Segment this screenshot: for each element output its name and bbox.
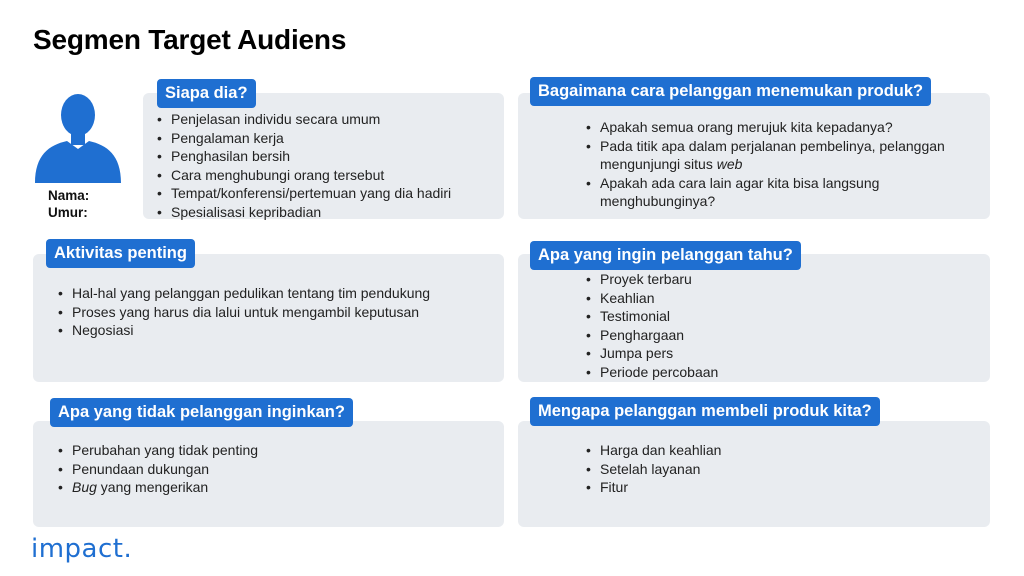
- list-aktivitas: [58, 284, 498, 340]
- list-item: • Negosiasi: [58, 321, 498, 340]
- list-item-text: Pada titik apa dalam perjalanan pembelinya, pelanggan mengunjungi situs: [600, 137, 945, 172]
- list-siapa: [157, 110, 502, 221]
- list-item: • Pengalaman kerja: [157, 129, 502, 148]
- list-item: [58, 478, 498, 497]
- list-item: • Keahlian: [586, 289, 966, 308]
- header-bagaimana: Bagaimana cara pelanggan menemukan produk?: [530, 77, 931, 106]
- list-item: • Hal-hal yang pelanggan pedulikan tentang tim pendukung: [58, 284, 498, 303]
- header-mengapa: Mengapa pelanggan membeli produk kita?: [530, 397, 880, 426]
- list-item: [586, 137, 946, 174]
- list-bagaimana: [586, 118, 946, 211]
- list-item: • Apakah semua orang merujuk kita kepadanya?: [586, 118, 946, 137]
- header-siapa: Siapa dia?: [157, 79, 256, 108]
- person-icon: [31, 89, 125, 183]
- list-tidak-ingin: [58, 441, 498, 497]
- list-item: • Setelah layanan: [586, 460, 966, 479]
- list-item: • Proses yang harus dia lalui untuk mengambil keputusan: [58, 303, 498, 322]
- list-ingin-tahu: [586, 270, 966, 381]
- list-item: • Apakah ada cara lain agar kita bisa langsung menghubunginya?: [586, 174, 946, 211]
- page-title: Segmen Target Audiens: [33, 24, 347, 55]
- list-item-emphasis: Bug: [72, 479, 97, 495]
- impact-logo: impact.: [31, 534, 133, 564]
- list-item: • Tempat/konferensi/pertemuan yang dia hadiri: [157, 184, 502, 203]
- list-item: • Penghasilan bersih: [157, 147, 502, 166]
- persona-age-label: Umur:: [48, 205, 88, 220]
- list-item: • Proyek terbaru: [586, 270, 966, 289]
- list-item: • Testimonial: [586, 307, 966, 326]
- list-item-text: yang mengerikan: [96, 479, 209, 495]
- list-item: • Cara menghubungi orang tersebut: [157, 166, 502, 185]
- persona-name-label: Nama:: [48, 188, 90, 203]
- list-item: • Jumpa pers: [586, 344, 966, 363]
- header-aktivitas: Aktivitas penting: [46, 239, 195, 268]
- list-mengapa: [586, 441, 966, 497]
- list-item: • Periode percobaan: [586, 363, 966, 382]
- list-item: • Penundaan dukungan: [58, 460, 498, 479]
- list-item: • Harga dan keahlian: [586, 441, 966, 460]
- list-item: • Penjelasan individu secara umum: [157, 110, 502, 129]
- list-item: • Penghargaan: [586, 326, 966, 345]
- header-ingin-tahu: Apa yang ingin pelanggan tahu?: [530, 241, 801, 270]
- list-item: • Fitur: [586, 478, 966, 497]
- list-item: • Spesialisasi kepribadian: [157, 203, 502, 222]
- list-item: • Perubahan yang tidak penting: [58, 441, 498, 460]
- header-tidak-ingin: Apa yang tidak pelanggan inginkan?: [50, 398, 353, 427]
- list-item-emphasis: web: [716, 156, 743, 172]
